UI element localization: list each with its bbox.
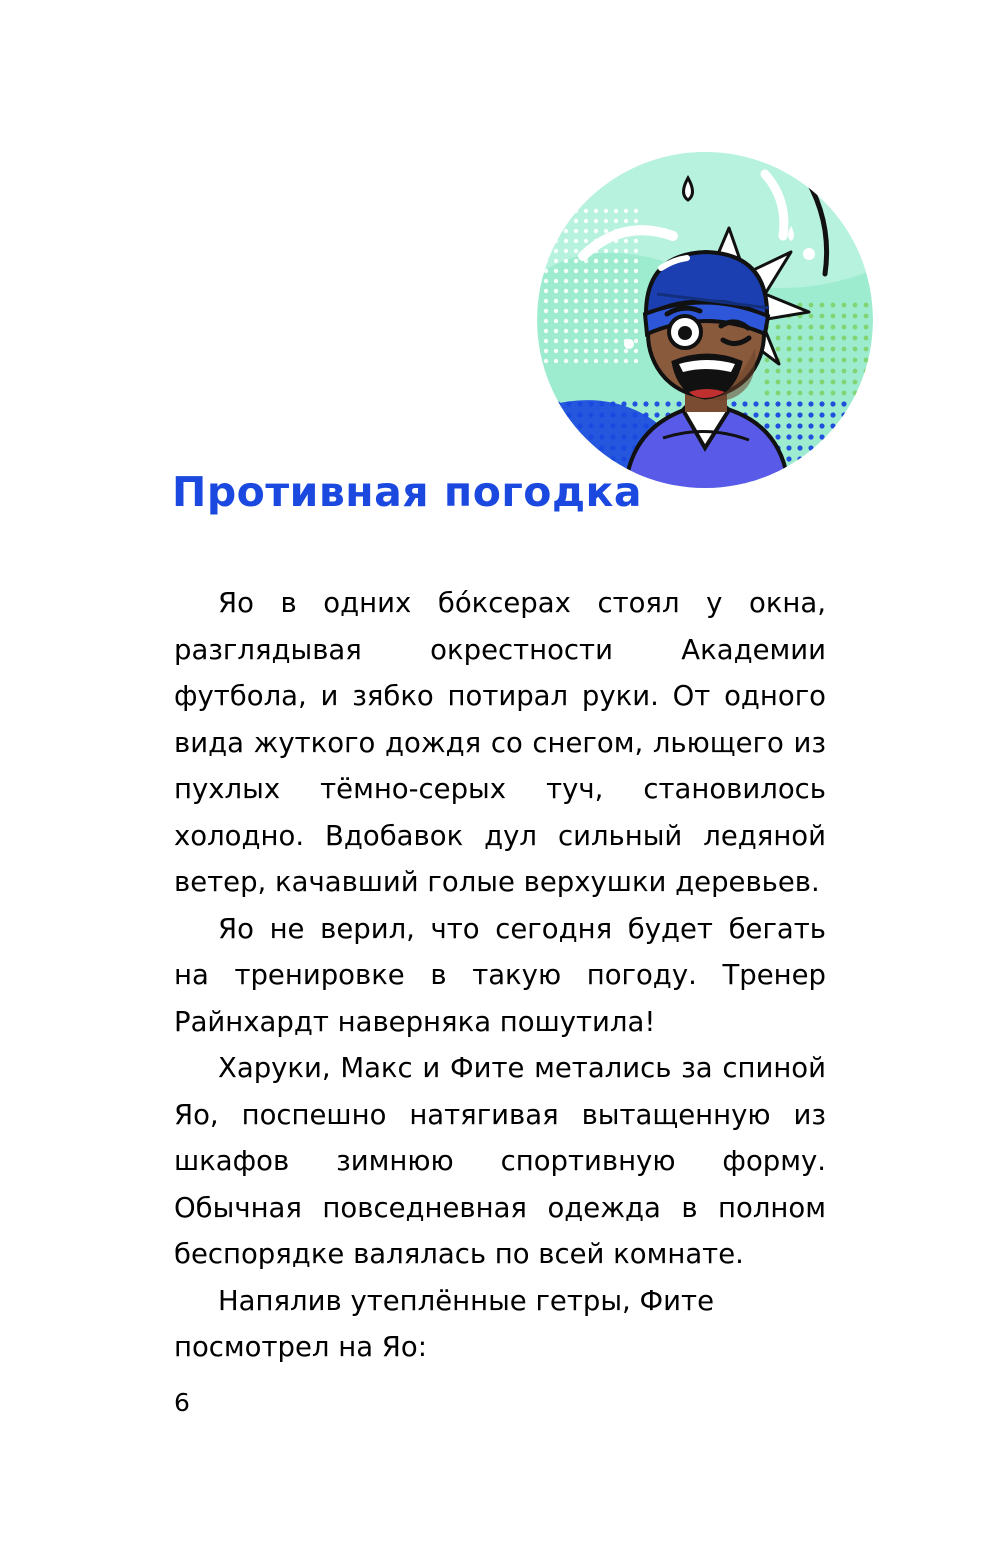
chapter-title: Противная погодка [172, 468, 643, 517]
body-text [174, 580, 826, 1371]
paragraph: Яо в одних бо́ксерах стоял у окна, разглядывая окрестности Академии футбола, и зябко потирал руки. От одного вида жуткого дождя со снегом, льющего из пухлых тёмно-серых туч, становилось холодно. Вдобавок дул сильный ледяной ветер, качавший голые верхушки деревьев. [174, 587, 826, 898]
paragraph: Напялив утеплённые гетры, Фите посмотрел на Яо: [174, 1284, 714, 1363]
paragraph: Харуки, Макс и Фите метались за спиной Яо, поспешно натягивая вытащенную из шкафов зимнюю спортивную форму. Обычная повседневная одежда в полном беспорядке валялась по всей комнате. [174, 1052, 826, 1270]
paragraph: Яо не верил, что сегодня будет бегать на тренировке в такую погоду. Тренер Райнхардт наверняка пошутила! [174, 912, 826, 1038]
boy-in-winter-hat-icon [533, 148, 878, 493]
page-number: 6 [174, 1388, 190, 1417]
chapter-illustration [533, 148, 878, 493]
